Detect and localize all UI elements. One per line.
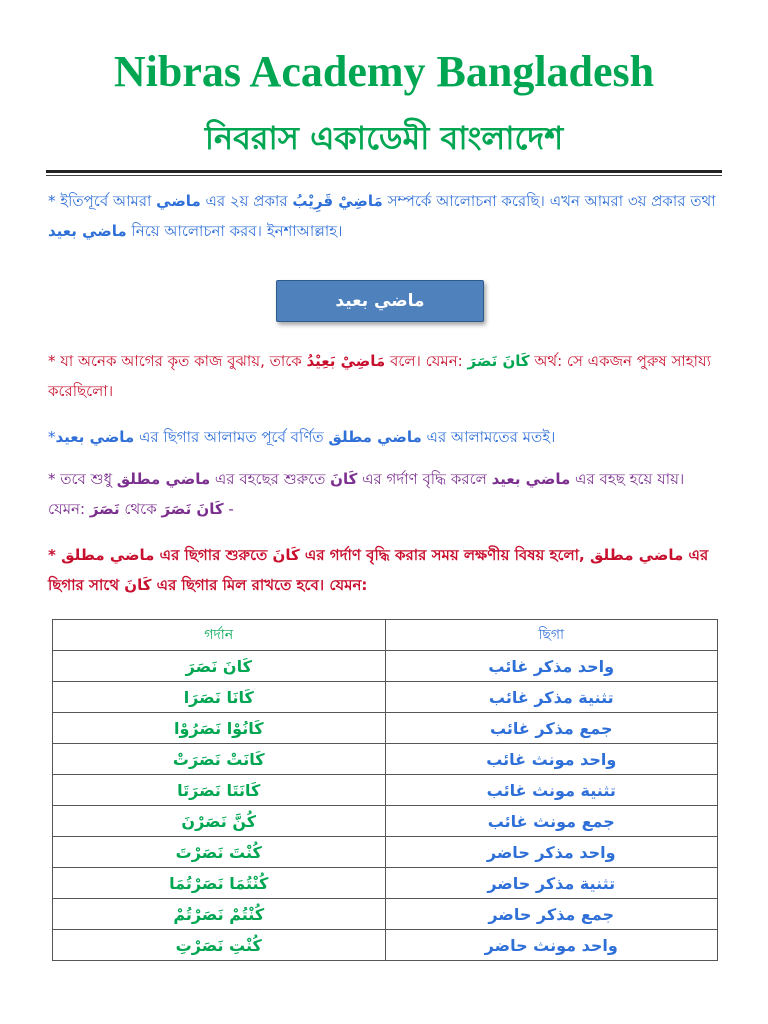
rule3-text-3: এর গর্দাণ বৃদ্ধি করার সময় লক্ষণীয় বিষয় হলো, [299,546,590,564]
page-title: Nibras Academy Bangladesh [113,47,655,96]
page-subtitle-bengali: নিবরাস একাডেমী বাংলাদেশ [204,119,564,157]
rule2-text-4: এর বহছ হয়ে যায়। যেমন: [48,470,685,518]
rule3-text-4: এর ছিগার সাথে [48,546,709,594]
header-divider-thin [46,175,722,176]
sigha-cell: تثنية مذكر حاضر [385,868,718,899]
rule3-term-madi-mutlaq-2: ماضي مطلق [589,546,684,564]
definition-term: مَاضِيْ بَعِيْدُ [306,352,386,370]
table-row [53,930,718,961]
rule2-paragraph [48,464,720,524]
rule2-text-3: এর গর্দাণ বৃদ্ধি করলে [357,470,492,488]
table-row [53,713,718,744]
table-row [53,775,718,806]
conjugation-table [52,619,718,961]
sigha-cell: واحد مذكر حاضر [385,837,718,868]
sigha-cell: تثنية مونث غائب [385,775,718,806]
table-header-row [53,620,718,651]
rule1-term-madi-baid: ماضي بعيد [55,428,135,446]
rule1-term-madi-mutlaq: ماضي مطلق [328,428,422,446]
gardan-cell: كَانَ نَصَرَ [53,651,386,682]
gardan-cell: كُنْتِ نَصَرْتِ [53,930,386,961]
sigha-cell: واحد مونث حاضر [385,930,718,961]
intro-text-3: সম্পর্কে আলোচনা করেছি। এখন আমরা ৩য় প্রকার তথা [382,192,716,210]
intro-paragraph [48,186,720,246]
rule3-text-5: এর ছিগার মিল রাখতে হবে। যেমন: [151,576,368,594]
rule2-term-kana: كَانَ [330,470,358,488]
rule2-term-madi-baid: ماضي بعيد [491,470,571,488]
rule1-text-3: এর আলামতের মতই। [421,428,556,446]
rule2-text-6: - [223,500,234,518]
definition-text-2: বলে। যেমন: [385,352,468,370]
section-heading-box: ماضي بعيد [276,280,484,322]
table-row [53,682,718,713]
gardan-cell: كُنَّ نَصَرْنَ [53,806,386,837]
table-row [53,868,718,899]
table-row [53,899,718,930]
table-row [53,837,718,868]
intro-text-2: এর ২য় প্রকার [200,192,293,210]
sigha-cell: جمع مونث غائب [385,806,718,837]
rule3-term-madi-mutlaq: ماضي مطلق [61,546,155,564]
definition-text-1: * যা অনেক আগের কৃত কাজ বুঝায়, তাকে [48,352,307,370]
rule1-text-1: * [48,428,56,446]
rule3-text-2: এর ছিগার শুরুতে [154,546,273,564]
gardan-cell: كُنْتَ نَصَرْتَ [53,837,386,868]
intro-term-madi: ماضي [156,192,201,210]
definition-text-3: অর্থ: সে একজন পুরুষ সাহায্য করেছিলো। [48,352,711,400]
intro-text-1: * ইতিপূর্বে আমরা [48,192,157,210]
rule3-term-kana-2: كَانَ [124,576,152,594]
rule2-example-kana-nasara: كَانَ نَصَرَ [161,500,224,518]
sigha-cell: جمع مذكر حاضر [385,899,718,930]
definition-paragraph [48,346,720,406]
rule3-term-kana: كَانَ [272,546,300,564]
table-row [53,651,718,682]
intro-term-madi-baid: ماضي بعيد [48,222,127,240]
rule3-paragraph [48,540,720,600]
sigha-cell: تثنية مذكر غائب [385,682,718,713]
intro-text-4: নিয়ে আলোচনা করব। ইনশাআল্লাহ। [126,222,343,240]
definition-example: كَانَ نَصَرَ [467,352,530,370]
rule2-text-2: এর বহছের শুরুতে [210,470,331,488]
rule3-text-1: * [48,546,62,564]
gardan-cell: كَانَتَا نَصَرَتَا [53,775,386,806]
sigha-cell: واحد مذكر غائب [385,651,718,682]
rule2-text-5: থেকে [119,500,162,518]
table-row [53,744,718,775]
header-divider-thick [46,170,722,173]
gardan-cell: كُنْتُمْ نَصَرْتُمْ [53,899,386,930]
table-row [53,806,718,837]
gardan-cell: كَانُوْا نَصَرُوْا [53,713,386,744]
gardan-cell: كَانَتْ نَصَرَتْ [53,744,386,775]
rule2-text-1: * তবে শুধু [48,470,117,488]
header-gardan: গর্দান [53,620,386,651]
rule2-example-nasara: نَصَرَ [89,500,120,518]
sigha-cell: جمع مذكر غائب [385,713,718,744]
gardan-cell: كُنْتُمَا نَصَرْتُمَا [53,868,386,899]
sigha-cell: واحد مونث غائب [385,744,718,775]
rule2-term-madi-mutlaq: ماضي مطلق [116,470,211,488]
gardan-cell: كَانَا نَصَرَا [53,682,386,713]
intro-term-madi-qarib: مَاضِيْ قَرِيْبُ [292,192,383,210]
header-sigha: ছিগা [385,620,718,651]
rule1-text-2: এর ছিগার আলামত পূর্বে বর্ণিত [134,428,329,446]
rule1-paragraph [48,422,720,452]
